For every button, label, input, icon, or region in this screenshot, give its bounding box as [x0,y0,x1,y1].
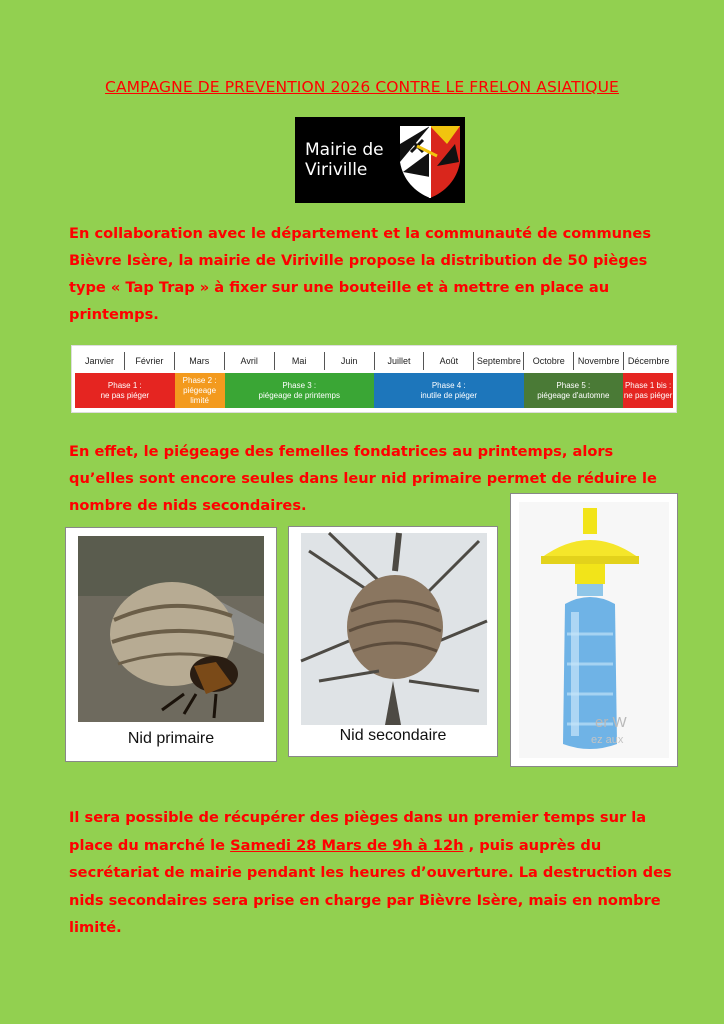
phase-label: Phase 1 : [107,380,142,390]
trap-bottle-photo [510,493,678,767]
calendar-month: Février [124,352,174,370]
secondary-nest-photo [288,526,498,757]
primary-nest-photo [65,527,277,762]
coat-of-arms-icon [397,122,463,198]
phase-label: Phase 2 : [182,375,217,385]
primary-nest-image [66,534,276,724]
calendar-phase [524,373,624,408]
phase-description: piégeage de printemps [258,390,340,400]
distribution-text-before: Il sera possible de récupérer des pièges dans un premier temps sur la place du marché le [69,809,647,854]
calendar-month: Septembre [473,352,523,370]
calendar-phases [75,373,673,408]
explanation-paragraph: En effet, le piégeage des femelles fondatrices au printemps, alors qu’elles sont encore seules dans leur nid primaire permet de réduire le nombre de nids secondaires. [69,443,657,514]
calendar-months [75,352,673,370]
calendar-month: Juin [324,352,374,370]
trapping-calendar [72,346,676,412]
mairie-logo [295,117,465,203]
calendar-phase [175,373,225,408]
logo-line2: Viriville [305,160,368,180]
calendar-month: Décembre [623,352,673,370]
trap-watermark-2: ez aux [591,734,624,746]
calendar-phase [225,373,375,408]
phase-description: inutile de piéger [420,390,477,400]
distribution-text-after: , puis auprès du secrétariat de mairie pendant les heures d’ouverture. La destruction des nids secondaires sera prise en charge par Bièvre Isère, mais en nombre limité. [69,836,672,936]
calendar-month: Janvier [84,356,114,366]
distribution-date: Samedi 28 Mars de 9h à 12h [230,836,464,854]
secondary-nest-image [289,531,497,727]
phase-description: piégeage limité [183,385,217,405]
phase-label: Phase 5 : [556,380,591,390]
calendar-month: Mars [174,352,224,370]
calendar-month: Juillet [374,352,424,370]
calendar-phase [75,373,175,408]
phase-label: Phase 1 bis : [624,380,672,390]
phase-description: piégeage d'automne [537,390,610,400]
calendar-phase [374,373,524,408]
phase-label: Phase 4 : [431,380,466,390]
intro-paragraph: En collaboration avec le département et la communauté de communes Bièvre Isère, la mairie de Viriville propose la distribution de 50 pièges type « Tap Trap » à fixer sur une bouteille et à mettre en place au printemps. [69,225,652,323]
calendar-month: Octobre [523,352,573,370]
calendar-month: Août [423,352,473,370]
calendar-month: Mai [274,352,324,370]
phase-description: ne pas piéger [623,390,673,400]
logo-text [305,140,391,180]
phase-label: Phase 3 : [282,380,317,390]
logo-line1: Mairie de [305,140,384,160]
secondary-nest-caption: Nid secondaire [339,727,447,744]
calendar-phase [623,373,673,408]
calendar-month: Avril [224,352,274,370]
page-title: CAMPAGNE DE PREVENTION 2026 CONTRE LE FRELON ASIATIQUE [105,78,619,96]
tap-trap-bottle-image [511,494,677,766]
phase-description: ne pas piéger [100,390,150,400]
trap-watermark-1: er W [595,714,627,731]
primary-nest-caption: Nid primaire [127,730,215,747]
calendar-month: Novembre [573,352,623,370]
distribution-paragraph [69,804,684,942]
